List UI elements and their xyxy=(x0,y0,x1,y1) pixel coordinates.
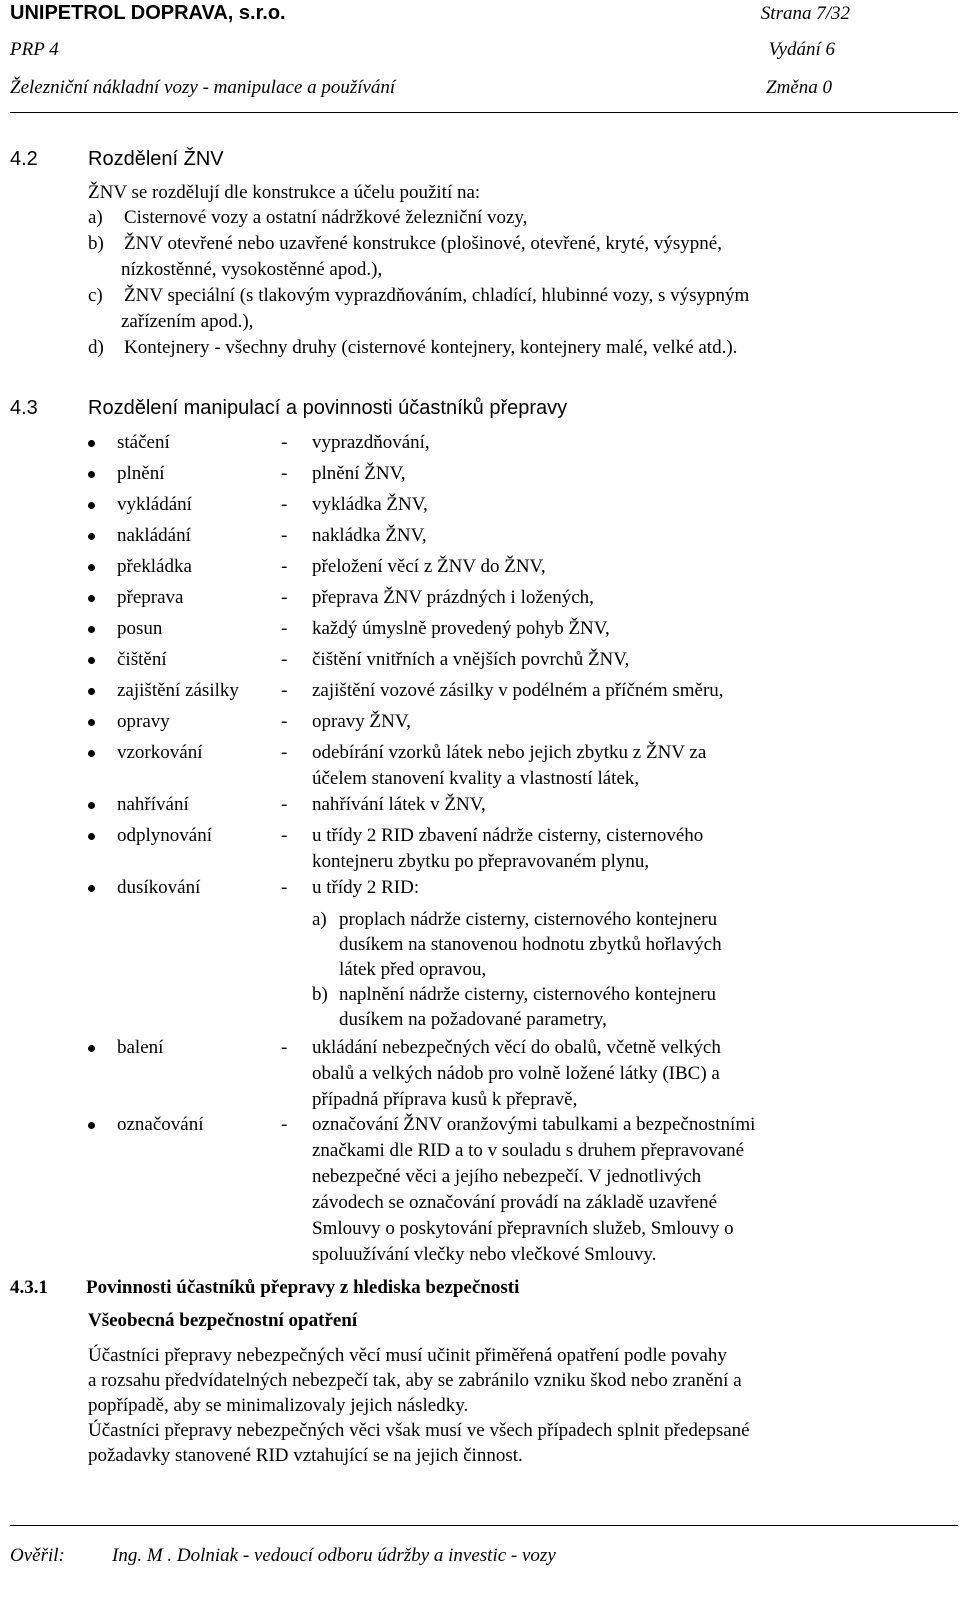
manipulation-description: kontejneru zbytku po přepravovaném plynu, xyxy=(312,851,650,872)
bullet-icon xyxy=(88,688,95,695)
list-marker: c) xyxy=(88,285,103,306)
section-4-3-number: 4.3 xyxy=(10,397,38,419)
manipulation-description: u třídy 2 RID: xyxy=(312,877,420,898)
section-4-3-1-subtitle: Všeobecná bezpečnostní opatření xyxy=(88,1310,358,1331)
manipulation-description: značkami dle RID a to v souladu s druhem přepravované xyxy=(312,1140,745,1161)
section-4-2-intro: ŽNV se rozdělují dle konstrukce a účelu použití na: xyxy=(88,182,481,203)
sublist-text: dusíkem na stanovenou hodnotu zbytků hořlavých xyxy=(339,934,722,955)
manipulation-description: závodech se označování provádí na základě uzavřené xyxy=(312,1192,718,1213)
manipulation-description: přeložení věcí z ŽNV do ŽNV, xyxy=(312,556,546,577)
manipulation-term: překládka xyxy=(117,556,192,577)
bullet-icon xyxy=(88,833,95,840)
dash-separator: - xyxy=(281,463,288,484)
list-item-text: zařízením apod.), xyxy=(121,311,254,332)
change-number: Změna 0 xyxy=(766,77,832,98)
bullet-icon xyxy=(88,502,95,509)
manipulation-term: plnění xyxy=(117,463,165,484)
paragraph-line: Účastníci přepravy nebezpečných věci však musí ve všech případech splnit předepsané xyxy=(88,1420,750,1441)
dash-separator: - xyxy=(281,711,288,732)
manipulation-description: účelem stanovení kvality a vlastností látek, xyxy=(312,768,640,789)
bullet-icon xyxy=(88,1045,95,1052)
manipulation-term: balení xyxy=(117,1037,164,1058)
list-item-text: ŽNV otevřené nebo uzavřené konstrukce (plošinové, otevřené, kryté, výsypné, xyxy=(124,233,722,254)
sublist-marker: a) xyxy=(312,909,327,930)
list-marker: b) xyxy=(88,233,104,254)
manipulation-description: vyprazdňování, xyxy=(312,432,430,453)
document-id: PRP 4 xyxy=(10,39,59,60)
bullet-icon xyxy=(88,626,95,633)
manipulation-description: každý úmyslně provedený pohyb ŽNV, xyxy=(312,618,610,639)
manipulation-term: stáčení xyxy=(117,432,170,453)
dash-separator: - xyxy=(281,825,288,846)
dash-separator: - xyxy=(281,794,288,815)
manipulation-term: nakládání xyxy=(117,525,191,546)
list-marker: d) xyxy=(88,337,104,358)
paragraph-line: požadavky stanovené RID vztahující se na jejich činnost. xyxy=(88,1445,523,1466)
footer-text: Ing. M . Dolniak - vedoucí odboru údržby a investic - vozy xyxy=(112,1545,556,1566)
sublist-text: naplnění nádrže cisterny, cisternového kontejneru xyxy=(339,984,717,1005)
manipulation-description: Smlouvy o poskytování přepravních služeb, Smlouvy o xyxy=(312,1218,734,1239)
manipulation-description: plnění ŽNV, xyxy=(312,463,406,484)
bullet-icon xyxy=(88,802,95,809)
manipulation-term: přeprava xyxy=(117,587,184,608)
manipulation-term: vykládání xyxy=(117,494,192,515)
dash-separator: - xyxy=(281,742,288,763)
dash-separator: - xyxy=(281,525,288,546)
manipulation-description: zajištění vozové zásilky v podélném a příčném směru, xyxy=(312,680,724,701)
list-item-text: nízkostěnné, vysokostěnné apod.), xyxy=(121,259,383,280)
manipulation-term: vzorkování xyxy=(117,742,203,763)
page-number: Strana 7/32 xyxy=(760,3,850,24)
bullet-icon xyxy=(88,564,95,571)
manipulation-term: odplynování xyxy=(117,825,212,846)
manipulation-description: čištění vnitřních a vnějších povrchů ŽNV, xyxy=(312,649,630,670)
dash-separator: - xyxy=(281,1037,288,1058)
dash-separator: - xyxy=(281,618,288,639)
footer-label: Ověřil: xyxy=(10,1545,65,1566)
manipulation-term: posun xyxy=(117,618,163,639)
manipulation-description: u třídy 2 RID zbavení nádrže cisterny, cisternového xyxy=(312,825,704,846)
manipulation-description: vykládka ŽNV, xyxy=(312,494,428,515)
manipulation-term: opravy xyxy=(117,711,170,732)
sublist-marker: b) xyxy=(312,984,328,1005)
manipulation-description: odebírání vzorků látek nebo jejich zbytku z ŽNV za xyxy=(312,742,707,763)
list-item-text: Cisternové vozy a ostatní nádržkové železniční vozy, xyxy=(124,207,528,228)
section-4-2-number: 4.2 xyxy=(10,148,38,170)
bullet-icon xyxy=(88,885,95,892)
dash-separator: - xyxy=(281,649,288,670)
paragraph-line: popřípadě, aby se minimalizovaly jejich následky. xyxy=(88,1395,469,1416)
manipulation-description: nebezpečné věci a jejího nebezpečí. V jednotlivých xyxy=(312,1166,702,1187)
manipulation-term: dusíkování xyxy=(117,877,201,898)
dash-separator: - xyxy=(281,556,288,577)
list-marker: a) xyxy=(88,207,103,228)
manipulation-term: označování xyxy=(117,1114,204,1135)
bullet-icon xyxy=(88,533,95,540)
document-title: Železniční nákladní vozy - manipulace a používání xyxy=(10,77,396,98)
dash-separator: - xyxy=(281,877,288,898)
manipulation-description: spoluužívání vlečky nebo vlečkové Smlouvy. xyxy=(312,1244,657,1265)
manipulation-term: čištění xyxy=(117,649,167,670)
dash-separator: - xyxy=(281,1114,288,1135)
bullet-icon xyxy=(88,471,95,478)
dash-separator: - xyxy=(281,680,288,701)
dash-separator: - xyxy=(281,432,288,453)
manipulation-description: případná příprava kusů k přepravě, xyxy=(312,1089,578,1110)
manipulation-description: nahřívání látek v ŽNV, xyxy=(312,794,486,815)
paragraph-line: Účastníci přepravy nebezpečných věcí musí učinit přiměřená opatření podle povahy xyxy=(88,1345,727,1366)
manipulation-term: nahřívání xyxy=(117,794,189,815)
sublist-text: látek před opravou, xyxy=(339,959,487,980)
section-4-2-title: Rozdělení ŽNV xyxy=(88,148,224,170)
sublist-text: dusíkem na požadované parametry, xyxy=(339,1009,607,1030)
company-name: UNIPETROL DOPRAVA, s.r.o. xyxy=(10,2,286,24)
bullet-icon xyxy=(88,440,95,447)
manipulation-description: označování ŽNV oranžovými tabulkami a bezpečnostními xyxy=(312,1114,756,1135)
bullet-icon xyxy=(88,750,95,757)
section-4-3-title: Rozdělení manipulací a povinnosti účastníků přepravy xyxy=(88,397,568,419)
section-4-3-1-title: Povinnosti účastníků přepravy z hlediska bezpečnosti xyxy=(86,1277,520,1298)
paragraph-line: a rozsahu předvídatelných nebezpečí tak, aby se zabránilo vzniku škod nebo zranění a xyxy=(88,1370,742,1391)
manipulation-description: přeprava ŽNV prázdných i ložených, xyxy=(312,587,594,608)
list-item-text: Kontejnery - všechny druhy (cisternové kontejnery, kontejnery malé, velké atd.). xyxy=(124,337,738,358)
edition: Vydání 6 xyxy=(768,39,835,60)
bullet-icon xyxy=(88,595,95,602)
dash-separator: - xyxy=(281,587,288,608)
manipulation-term: zajištění zásilky xyxy=(117,680,239,701)
dash-separator: - xyxy=(281,494,288,515)
manipulation-description: opravy ŽNV, xyxy=(312,711,411,732)
sublist-text: proplach nádrže cisterny, cisternového kontejneru xyxy=(339,909,718,930)
bullet-icon xyxy=(88,1122,95,1129)
header-rule xyxy=(10,112,958,113)
manipulation-description: ukládání nebezpečných věcí do obalů, včetně velkých xyxy=(312,1037,721,1058)
manipulation-description: obalů a velkých nádob pro volně ložené látky (IBC) a xyxy=(312,1063,720,1084)
manipulation-description: nakládka ŽNV, xyxy=(312,525,427,546)
footer-rule xyxy=(10,1525,958,1526)
section-4-3-1-number: 4.3.1 xyxy=(10,1277,48,1298)
bullet-icon xyxy=(88,657,95,664)
bullet-icon xyxy=(88,719,95,726)
list-item-text: ŽNV speciální (s tlakovým vyprazdňováním, chladící, hlubinné vozy, s výsypným xyxy=(124,285,750,306)
